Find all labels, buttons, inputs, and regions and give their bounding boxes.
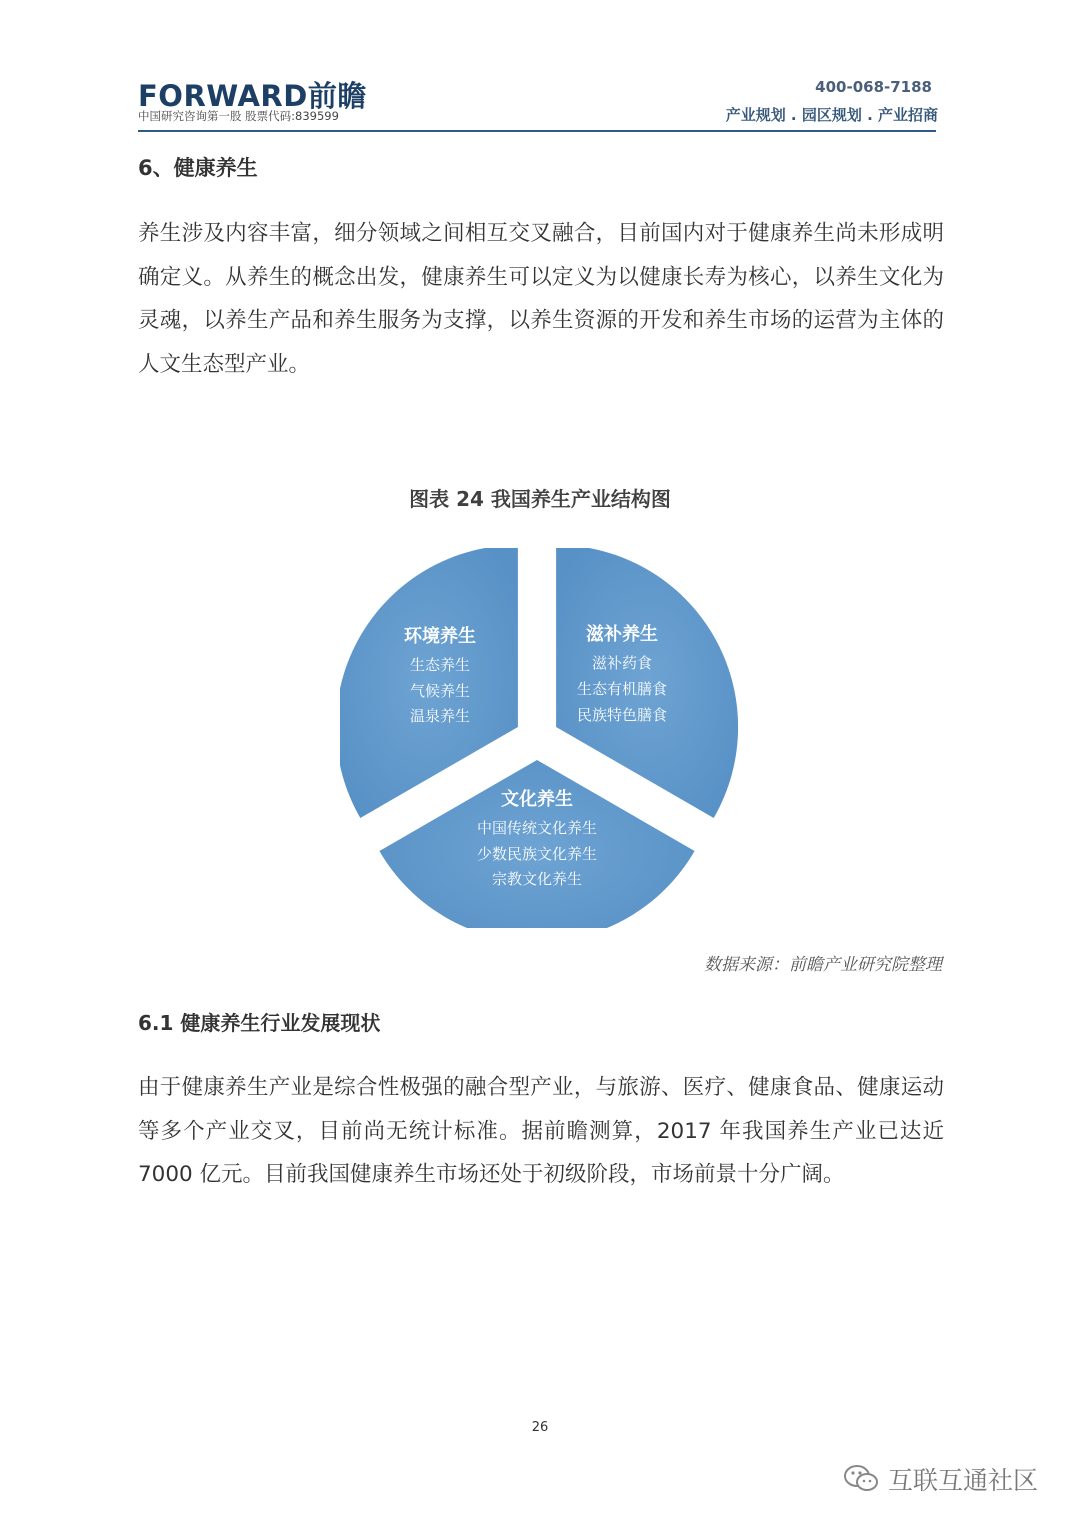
data-source-note: 数据来源：前瞻产业研究院整理: [704, 955, 942, 975]
segment-item: 生态养生: [409, 656, 471, 674]
subsection-title: 6.1 健康养生行业发展现状: [138, 1011, 381, 1035]
section-title: 6、健康养生: [138, 156, 258, 180]
header-divider: [138, 130, 936, 132]
company-logo: FORWARD前瞻: [138, 79, 367, 113]
segment-heading: 滋补养生: [586, 624, 658, 645]
segment-item: 生态有机膳食: [576, 680, 668, 698]
segment-item: 少数民族文化养生: [476, 845, 598, 863]
segment-item: 民族特色膳食: [576, 706, 668, 724]
contact-phone: 400-068-7188: [815, 78, 932, 96]
header-tagline: 产业规划 . 园区规划 . 产业招商: [725, 106, 938, 124]
intro-paragraph: 养生涉及内容丰富，细分领域之间相互交叉融合，目前国内对于健康养生尚未形成明确定义。从养生的概念出发，健康养生可以定义为以健康长寿为核心，以养生文化为灵魂，以养生产品和养生服务为支撑，以养生资源的开发和养生市场的运营为主体的人文生态型产业。: [138, 221, 944, 377]
segment-heading: 文化养生: [501, 789, 573, 810]
segment-heading: 环境养生: [404, 626, 476, 647]
segment-item: 中国传统文化养生: [476, 819, 598, 837]
logo-subtitle: 中国研究咨询第一股 股票代码:839599: [138, 109, 339, 123]
industry-structure-diagram: [340, 548, 740, 928]
segment-item: 温泉养生: [409, 707, 471, 725]
segment-culture: [379, 760, 694, 928]
watermark-text: 互联互通社区: [888, 1466, 1039, 1495]
segment-item: 气候养生: [409, 682, 471, 700]
page-number: 26: [531, 1420, 549, 1435]
segment-item: 滋补药食: [591, 654, 653, 672]
status-paragraph: 由于健康养生产业是综合性极强的融合型产业，与旅游、医疗、健康食品、健康运动等多个产业交叉，目前尚无统计标准。据前瞻测算，2017 年我国养生产业已达近 7000 亿元。目前我国健康养生市场还处于初级阶段，市场前景十分广阔。: [138, 1075, 944, 1187]
segment-item: 宗教文化养生: [491, 870, 583, 888]
wechat-icon: [842, 1462, 882, 1496]
figure-title: 图表 24 我国养生产业结构图: [409, 487, 671, 511]
